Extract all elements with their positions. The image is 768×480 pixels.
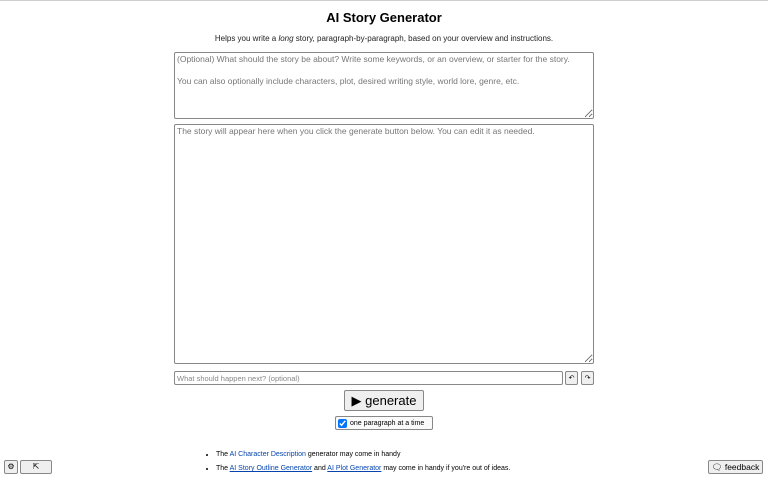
redo-button[interactable] — [581, 371, 594, 385]
one-paragraph-option[interactable] — [335, 416, 433, 430]
undo-icon: ↶ — [568, 374, 575, 382]
feedback-label: feedback — [724, 462, 760, 472]
one-paragraph-checkbox[interactable] — [338, 419, 347, 428]
what-next-input[interactable] — [174, 371, 563, 385]
tips-list — [202, 448, 622, 476]
page-title: AI Story Generator — [326, 10, 442, 25]
plot-generator-link[interactable]: AI Plot Generator — [327, 465, 382, 472]
list-item — [216, 462, 622, 476]
subtitle-text-after: story, paragraph-by-paragraph, based on your overview and instructions. — [293, 34, 554, 43]
settings-icon: ⚙ — [7, 462, 15, 471]
tip-text: The — [216, 465, 230, 472]
expand-icon: ⇱ — [32, 462, 40, 471]
story-outline-generator-link[interactable]: AI Story Outline Generator — [229, 465, 313, 472]
tip-text: and — [312, 465, 328, 472]
character-description-link[interactable]: AI Character Description — [229, 451, 306, 458]
tip-text: generator may come in handy — [305, 451, 401, 458]
top-divider — [0, 0, 768, 1]
undo-button[interactable] — [565, 371, 578, 385]
comment-icon: 🗨 — [711, 462, 723, 472]
settings-button[interactable] — [4, 460, 18, 474]
generate-button[interactable]: ▶ generate — [344, 390, 424, 411]
one-paragraph-label: one paragraph at a time — [350, 419, 425, 427]
expand-button[interactable] — [20, 460, 52, 474]
feedback-button[interactable] — [708, 460, 763, 474]
subtitle-emphasis: long — [278, 34, 294, 43]
tip-text: The — [216, 451, 230, 458]
redo-icon: ↷ — [584, 374, 591, 382]
story-overview-textarea[interactable] — [174, 52, 594, 119]
subtitle-text-before: Helps you write a — [214, 34, 279, 43]
tip-text: may come in handy if you're out of ideas. — [381, 465, 511, 472]
list-item — [216, 448, 622, 462]
story-output-textarea[interactable] — [174, 124, 594, 364]
page-subtitle — [0, 34, 768, 43]
